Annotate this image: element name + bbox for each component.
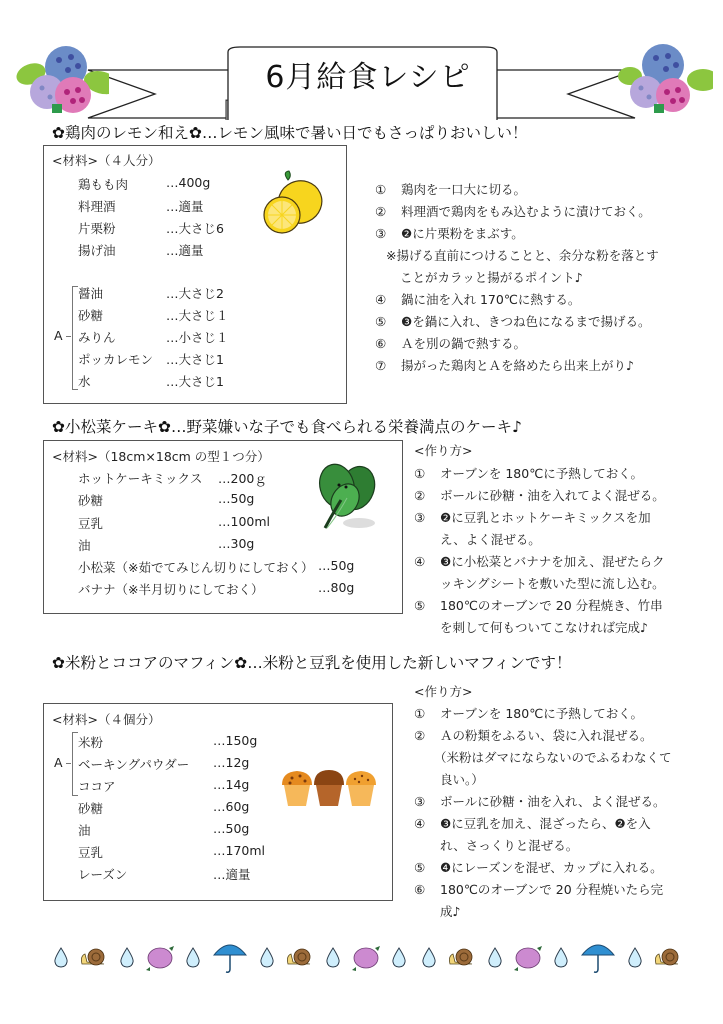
- step: [414, 464, 643, 482]
- ingredient-amount: …大さじ6: [166, 221, 224, 236]
- hydrangea-icon: [352, 946, 380, 971]
- ingredient-name: ポッカレモン: [78, 352, 154, 367]
- snail-icon: [287, 949, 310, 965]
- method-label: <作り方>: [414, 684, 473, 699]
- step: [414, 814, 651, 832]
- step: [414, 704, 643, 722]
- step: [414, 508, 651, 526]
- ingredient-name: 水: [78, 374, 91, 389]
- step: [414, 792, 666, 810]
- raindrop-icon: [55, 948, 67, 967]
- hydrangea-icon: [514, 946, 542, 971]
- umbrella-icon: [214, 945, 246, 972]
- step-text: ボールに砂糖・油を入れてよく混ぜる。: [440, 488, 665, 503]
- ingredient-name: ベーキングパウダー: [78, 757, 190, 772]
- ingredient-amount: …大さじ2: [166, 286, 224, 301]
- step-continuation: え、よく混ぜる。: [440, 532, 541, 547]
- snail-icon: [655, 949, 678, 965]
- step-text: ボールに砂糖・油を入れ、よく混ぜる。: [440, 794, 666, 809]
- ingredient-amount: …170ml: [213, 843, 266, 858]
- ingredients-label: <材料>（４人分）: [52, 153, 161, 168]
- ingredient-name: 鶏もも肉: [78, 177, 129, 192]
- ingredient-name: ホットケーキミックス: [78, 471, 203, 486]
- step-text: ❸を鍋に入れ、きつね色になるまで揚げる。: [401, 314, 651, 329]
- step-text: 鶏肉を一口大に切る。: [401, 182, 527, 197]
- step-continuation: 良い。）: [440, 772, 484, 787]
- step: [375, 334, 526, 352]
- raindrop-icon: [629, 948, 641, 967]
- ingredient-amount: …適量: [213, 867, 251, 882]
- ingredient-amount: …適量: [166, 199, 204, 214]
- raindrop-icon: [393, 948, 405, 967]
- step-text: 料理酒で鶏肉をもみ込むように漬けておく。: [401, 204, 651, 219]
- ingredient-name: 油: [78, 823, 91, 838]
- muffins-icon: [280, 768, 376, 808]
- step: [414, 858, 663, 876]
- ingredient-name: ココア: [78, 779, 116, 794]
- ingredient-name: レーズン: [78, 867, 128, 882]
- step-number: ⑥: [375, 336, 387, 351]
- recipe-heading: ✿小松菜ケーキ✿…野菜嫌いな子でも食べられる栄養満点のケーキ♪: [52, 418, 522, 436]
- recipe-heading: ✿米粉とココアのマフィン✿…米粉と豆乳を使用した新しいマフィンです！: [52, 654, 572, 672]
- snail-icon: [81, 949, 104, 965]
- step-text: 180℃のオーブンで 20 分程焼き、竹串: [440, 598, 663, 613]
- step-number: ②: [375, 204, 387, 219]
- komatsuna-icon: [315, 458, 377, 538]
- umbrella-icon: [582, 945, 614, 972]
- group-label: A: [54, 328, 63, 343]
- ingredient-amount: …60g: [213, 799, 250, 814]
- ingredient-amount: …150g: [213, 733, 258, 748]
- ingredient-amount: …200ｇ: [218, 471, 267, 486]
- raindrop-icon: [555, 948, 567, 967]
- step-text: 鍋に油を入れ 170℃に熱する。: [401, 292, 581, 307]
- step-number: ④: [414, 554, 426, 569]
- step-continuation: （米粉はダマにならないのでふるわなくて: [434, 750, 672, 765]
- ingredient-amount: …小さじ１: [166, 330, 229, 345]
- ingredient-amount: …80g: [318, 580, 355, 595]
- ingredient-name: 砂糖: [78, 493, 104, 508]
- ingredient-name: 油: [78, 538, 91, 553]
- step-number: ①: [375, 182, 387, 197]
- step: [375, 312, 650, 330]
- ingredient-name: バナナ（※半月切りにしておく）: [78, 582, 264, 597]
- hydrangea-icon: [14, 42, 109, 114]
- ingredient-amount: …100ml: [218, 514, 271, 529]
- step: [375, 180, 526, 198]
- ingredient-name: 砂糖: [78, 801, 104, 816]
- step-number: ①: [414, 706, 426, 721]
- step-number: ②: [414, 488, 426, 503]
- ingredient-name: 豆乳: [78, 845, 104, 860]
- step-number: ②: [414, 728, 426, 743]
- step-text: ❷に片栗粉をまぶす。: [401, 226, 524, 241]
- step-number: ③: [414, 510, 426, 525]
- step-number: ⑦: [375, 358, 387, 373]
- ingredient-name: 豆乳: [78, 516, 104, 531]
- step-text: Ａの粉類をふるい、袋に入れ混ぜる。: [440, 728, 653, 743]
- ingredient-amount: …14g: [213, 777, 250, 792]
- ingredient-amount: …50g: [213, 821, 250, 836]
- step-number: ④: [414, 816, 426, 831]
- step: [375, 224, 524, 242]
- ingredient-name: 片栗粉: [78, 221, 116, 236]
- step-continuation: を刺して何もついてこなければ完成♪: [440, 620, 648, 635]
- step-number: ⑤: [375, 314, 387, 329]
- step-text: ❹にレーズンを混ぜ、カップに入れる。: [440, 860, 663, 875]
- raindrop-icon: [187, 948, 199, 967]
- recipe-heading: ✿鶏肉のレモン和え✿…レモン風味で暑い日でもさっぱりおいしい！: [52, 124, 528, 142]
- step-number: ③: [414, 794, 426, 809]
- ingredient-amount: …12g: [213, 755, 250, 770]
- ingredient-name: 小松菜（※茹でてみじん切りにしておく）: [78, 560, 314, 575]
- raindrop-icon: [121, 948, 133, 967]
- lemon-icon: [262, 170, 324, 236]
- step-continuation: ッキングシートを敷いた型に流し込む。: [440, 576, 665, 591]
- step-text: Ａを別の鍋で熱する。: [401, 336, 527, 351]
- ingredient-amount: …50g: [318, 558, 355, 573]
- ingredient-amount: …適量: [166, 243, 204, 258]
- step-number: ③: [375, 226, 387, 241]
- step-note: ことがカラッと揚がるポイント♪: [400, 270, 583, 285]
- page-title: 6月給食レシピ: [265, 60, 471, 95]
- step: [414, 552, 664, 570]
- step-text: 揚がった鶏肉とＡを絡めたら出来上がり♪: [401, 358, 634, 373]
- step-number: ⑥: [414, 882, 426, 897]
- ingredient-name: 米粉: [78, 735, 104, 750]
- step-number: ①: [414, 466, 426, 481]
- footer-decoration: [40, 935, 690, 980]
- raindrop-icon: [423, 948, 435, 967]
- step-text: 180℃のオーブンで 20 分程焼いたら完: [440, 882, 664, 897]
- ingredient-amount: …30g: [218, 536, 255, 551]
- ingredients-label: <材料>（４個分）: [52, 712, 161, 727]
- step-number: ⑤: [414, 598, 426, 613]
- step-text: ❸に豆乳を加え、混ざったら、❷を入: [440, 816, 651, 831]
- step: [414, 880, 663, 898]
- group-bracket-tick: [66, 336, 71, 337]
- group-bracket-tick: [66, 763, 71, 764]
- step: [375, 356, 634, 374]
- ingredients-label: <材料>（18cm×18cm の型１つ分）: [52, 449, 270, 464]
- hydrangea-icon: [618, 42, 713, 114]
- step-note: ※揚げる直前につけることと、余分な粉を落とす: [386, 248, 659, 263]
- step-text: ❸に小松菜とバナナを加え、混ぜたらク: [440, 554, 665, 569]
- raindrop-icon: [489, 948, 501, 967]
- ingredient-amount: …大さじ1: [166, 352, 224, 367]
- method-label: <作り方>: [414, 443, 473, 458]
- ingredient-amount: …50g: [218, 491, 255, 506]
- ingredient-name: 砂糖: [78, 308, 104, 323]
- step-text: オーブンを 180℃に予熱しておく。: [440, 466, 643, 481]
- ingredient-name: 揚げ油: [78, 243, 116, 258]
- ingredient-amount: …大さじ１: [166, 308, 229, 323]
- step: [414, 596, 663, 614]
- ingredient-name: 醤油: [78, 286, 104, 301]
- raindrop-icon: [261, 948, 273, 967]
- snail-icon: [449, 949, 472, 965]
- ingredient-amount: …大さじ1: [166, 374, 224, 389]
- step-number: ④: [375, 292, 387, 307]
- hydrangea-icon: [146, 946, 174, 971]
- group-label: A: [54, 755, 63, 770]
- step: [375, 290, 580, 308]
- step: [414, 486, 665, 504]
- ingredient-name: 料理酒: [78, 199, 116, 214]
- ingredient-amount: …400g: [166, 175, 211, 190]
- step: [414, 726, 653, 744]
- step: [375, 202, 651, 220]
- step-text: オーブンを 180℃に予熱しておく。: [440, 706, 643, 721]
- step-continuation: れ、さっくりと混ぜる。: [440, 838, 579, 853]
- ingredient-name: みりん: [78, 330, 116, 345]
- raindrop-icon: [327, 948, 339, 967]
- step-continuation: 成♪: [440, 904, 461, 919]
- step-number: ⑤: [414, 860, 426, 875]
- step-text: ❷に豆乳とホットケーキミックスを加: [440, 510, 651, 525]
